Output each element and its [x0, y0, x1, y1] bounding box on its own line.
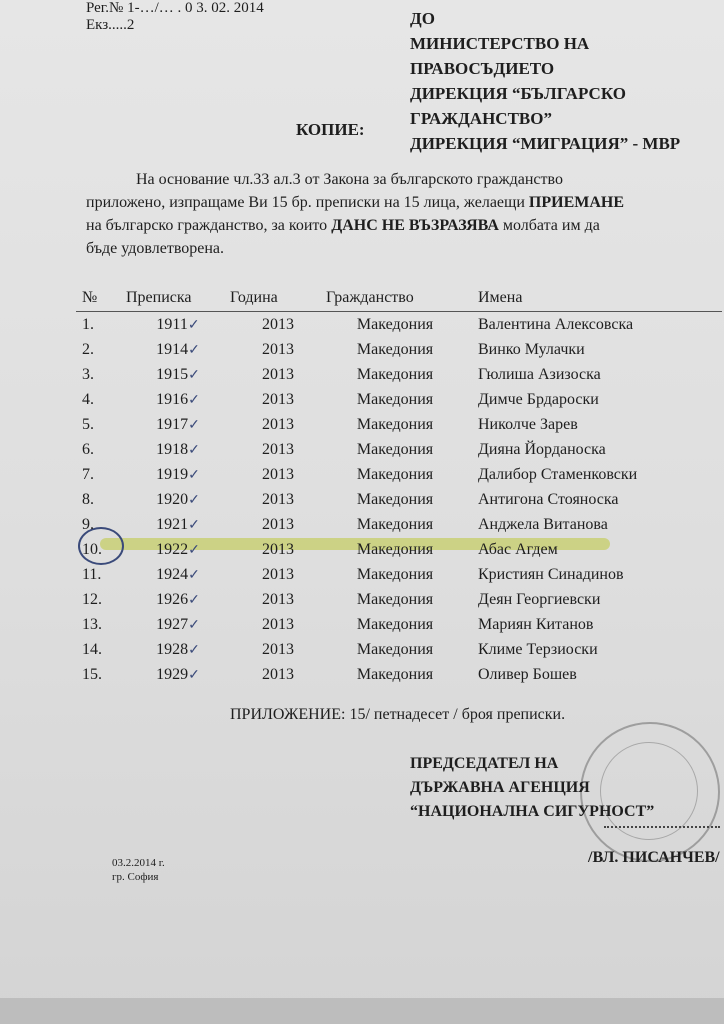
row-name: Мариян Китанов — [478, 615, 594, 633]
check-mark-icon: ✓ — [188, 592, 200, 608]
row-number: 2. — [82, 340, 94, 358]
check-mark-icon: ✓ — [188, 442, 200, 458]
row-file: 1911 — [156, 315, 188, 333]
check-mark-icon: ✓ — [188, 517, 200, 533]
row-file: 1927 — [156, 615, 189, 633]
row-citizenship: Македония — [356, 665, 434, 683]
row-number: 9. — [82, 515, 94, 533]
document-date: 03.2.2014 г. — [112, 857, 165, 869]
row-file: 1918 — [156, 440, 189, 458]
row-citizenship: Македония — [356, 465, 434, 483]
body-line: На основание чл.33 ал.3 от Закона за българското гражданство — [136, 171, 563, 188]
row-name: Дияна Йорданоска — [478, 440, 606, 458]
row-number: 11. — [82, 565, 102, 583]
row-citizenship: Македония — [356, 590, 434, 608]
body-text: молбата им да — [498, 217, 600, 234]
row-citizenship: Македония — [356, 365, 434, 383]
letter-body — [86, 168, 720, 260]
row-name: Деян Георгиевски — [478, 590, 601, 608]
table-row — [76, 337, 722, 362]
date-place-block — [112, 856, 165, 884]
header-citizenship: Гражданство — [326, 287, 464, 312]
row-number: 14. — [82, 640, 102, 658]
row-name: Кристиян Синадинов — [478, 565, 624, 583]
row-name: Климе Терзиоски — [478, 640, 598, 658]
signature-block — [410, 752, 654, 824]
row-year: 2013 — [262, 365, 294, 383]
row-citizenship: Македония — [356, 515, 434, 533]
row-number: 5. — [82, 415, 94, 433]
table-row — [76, 637, 722, 662]
row-file: 1916 — [156, 390, 189, 408]
row-number: 1. — [82, 315, 94, 333]
signer-name: /ВЛ. ПИСАНЧЕВ/ — [588, 849, 720, 866]
scan-bottom-edge — [0, 998, 724, 1024]
registration-block — [86, 0, 264, 34]
addressee-block — [410, 6, 680, 156]
table-row — [76, 662, 722, 687]
copies-label: КОПИЕ: — [296, 120, 365, 139]
row-year: 2013 — [262, 540, 294, 558]
row-file: 1928 — [156, 640, 189, 658]
row-year: 2013 — [262, 340, 294, 358]
row-name: Гюлиша Азизоска — [478, 365, 601, 383]
addressee-line: МИНИСТЕРСТВО НА — [410, 34, 590, 53]
check-mark-icon: ✓ — [188, 567, 200, 583]
table-body — [76, 312, 722, 688]
check-mark-icon: ✓ — [188, 467, 200, 483]
row-file: 1926 — [156, 590, 189, 608]
row-name: Валентина Алексовска — [478, 315, 634, 333]
check-mark-icon: ✓ — [188, 542, 200, 558]
check-mark-icon: ✓ — [188, 492, 200, 508]
table-row — [76, 312, 722, 338]
row-name: Винко Мулачки — [478, 340, 585, 358]
row-number: 13. — [82, 615, 102, 633]
table-row — [76, 462, 722, 487]
row-number: 12. — [82, 590, 102, 608]
row-year: 2013 — [262, 440, 294, 458]
signature-line: ДЪРЖАВНА АГЕНЦИЯ — [410, 779, 590, 796]
body-line: бъде удовлетворена. — [86, 240, 225, 257]
row-year: 2013 — [262, 515, 294, 533]
addressee-line: ДО — [410, 9, 435, 28]
row-number: 3. — [82, 365, 94, 383]
row-year: 2013 — [262, 565, 294, 583]
row-file: 1920 — [156, 490, 189, 508]
addressee-line: ГРАЖДАНСТВО” — [410, 109, 552, 128]
row-number: 6. — [82, 440, 94, 458]
table-row — [76, 562, 722, 587]
row-year: 2013 — [262, 615, 294, 633]
addressee-line: ПРАВОСЪДИЕТО — [410, 59, 555, 78]
signature-dotted-line — [604, 826, 720, 828]
table-row — [76, 412, 722, 437]
document-place: гр. София — [112, 871, 159, 883]
row-file: 1929 — [156, 665, 189, 683]
row-file: 1914 — [156, 340, 189, 358]
row-name: Далибор Стаменковски — [478, 465, 638, 483]
table-row — [76, 487, 722, 512]
addressee-line: ДИРЕКЦИЯ “БЪЛГАРСКО — [410, 84, 626, 103]
check-mark-icon: ✓ — [188, 392, 200, 408]
row-citizenship: Македония — [356, 565, 434, 583]
row-year: 2013 — [262, 415, 294, 433]
addressee-line: ДИРЕКЦИЯ “МИГРАЦИЯ” - МВР — [410, 134, 681, 153]
check-mark-icon: ✓ — [187, 317, 200, 333]
table-row — [76, 612, 722, 637]
body-emphasis: ПРИЕМАНЕ — [528, 194, 625, 211]
header-file: Преписка — [126, 287, 230, 312]
row-number: 8. — [82, 490, 94, 508]
registration-number: Рег.№ 1-…/… . 0 3. 02. 2014 — [86, 0, 264, 16]
row-year: 2013 — [262, 390, 294, 408]
row-citizenship: Македония — [356, 315, 434, 333]
check-mark-icon: ✓ — [188, 417, 200, 433]
header-year: Година — [230, 287, 326, 312]
body-text: на българско гражданство, за които — [86, 217, 332, 234]
row-file: 1922 — [156, 540, 189, 558]
row-file: 1917 — [156, 415, 189, 433]
row-name: Абас Агдем — [478, 540, 558, 558]
row-file: 1921 — [156, 515, 189, 533]
body-text: приложено, изпращаме Ви 15 бр. преписки на 15 лица, желаещи — [86, 194, 529, 211]
table-row — [76, 437, 722, 462]
row-number: 10. — [82, 540, 102, 558]
row-citizenship: Македония — [356, 415, 434, 433]
check-mark-icon: ✓ — [188, 667, 200, 683]
table-row — [76, 512, 722, 537]
table-row — [76, 387, 722, 412]
row-number: 15. — [82, 665, 102, 683]
check-mark-icon: ✓ — [188, 617, 200, 633]
signature-line: “НАЦИОНАЛНА СИГУРНОСТ” — [410, 803, 655, 820]
row-name: Антигона Стояноска — [478, 490, 619, 508]
body-line — [86, 191, 720, 214]
row-year: 2013 — [262, 590, 294, 608]
row-file: 1924 — [156, 565, 189, 583]
row-year: 2013 — [262, 490, 294, 508]
row-year: 2013 — [262, 465, 294, 483]
row-name: Димче Брдароски — [478, 390, 599, 408]
attachment-line: ПРИЛОЖЕНИЕ: 15/ петнадесет / броя преписки. — [230, 706, 566, 723]
row-file: 1919 — [156, 465, 189, 483]
row-file: 1915 — [156, 365, 189, 383]
table-row — [76, 537, 722, 562]
row-citizenship: Македония — [356, 390, 434, 408]
row-name: Анджела Витанова — [478, 515, 608, 533]
row-number: 7. — [82, 465, 94, 483]
row-year: 2013 — [262, 640, 294, 658]
row-year: 2013 — [262, 315, 294, 333]
signature-line: ПРЕДСЕДАТЕЛ НА — [410, 755, 559, 772]
row-citizenship: Македония — [356, 440, 434, 458]
check-mark-icon: ✓ — [188, 342, 200, 358]
copy-number: Екз.....2 — [86, 17, 135, 33]
applicants-table — [76, 287, 722, 687]
row-citizenship: Македония — [356, 490, 434, 508]
check-mark-icon: ✓ — [188, 642, 200, 658]
header-number: № — [76, 287, 126, 312]
table-header-row — [76, 287, 722, 312]
body-line — [86, 214, 720, 237]
row-citizenship: Македония — [356, 640, 434, 658]
table-row — [76, 362, 722, 387]
table-row — [76, 587, 722, 612]
row-citizenship: Македония — [356, 340, 434, 358]
row-number: 4. — [82, 390, 94, 408]
row-name: Оливер Бошев — [478, 665, 577, 683]
check-mark-icon: ✓ — [188, 367, 200, 383]
row-name: Николче Зарев — [478, 415, 578, 433]
header-names: Имена — [464, 287, 722, 312]
body-emphasis: ДАНС НЕ ВЪЗРАЗЯВА — [331, 217, 499, 234]
row-citizenship: Македония — [356, 615, 434, 633]
row-citizenship: Македония — [356, 540, 434, 558]
row-year: 2013 — [262, 665, 294, 683]
